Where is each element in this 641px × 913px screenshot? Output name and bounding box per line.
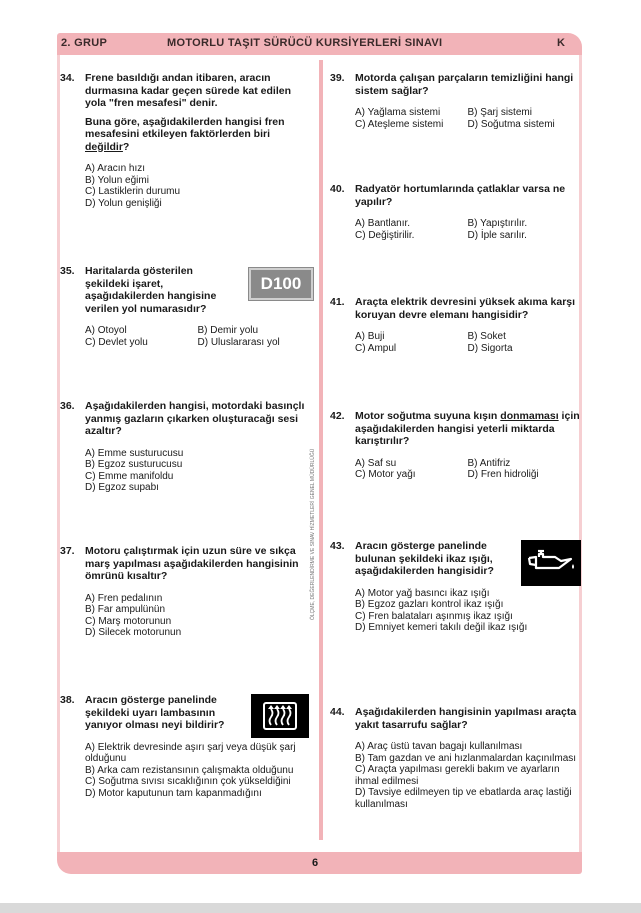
side-caption-text: ÖLÇME, DEĞERLENDİRME VE SINAV HİZMETLERİ GENEL MÜDÜRLÜĞÜ <box>310 448 316 620</box>
question-number: 36. <box>60 400 75 412</box>
question-stem: Aşağıdakilerden hangisi, motordaki basınçlı yanmış gazların çıkarken oluşturacağı sesi azaltır? <box>85 400 305 437</box>
option-d[interactable]: D) Soğutma sistemi <box>467 118 555 130</box>
question-stem: Haritalarda gösterilen şekildeki işaret, aşağıdakilerden hangisine verilen yol numarasıdır? <box>85 265 217 315</box>
option-a[interactable]: A) Buji <box>355 331 385 342</box>
option-a[interactable]: A) Emme susturucusu <box>85 447 184 459</box>
question-39 <box>330 72 580 130</box>
rear-defrost-icon <box>251 694 309 738</box>
option-d[interactable]: D) Emniyet kemeri takılı değil ikaz ışığı <box>355 622 528 633</box>
question-41 <box>330 296 580 354</box>
question-number: 35. <box>60 265 75 277</box>
question-stem: Radyatör hortumlarında çatlaklar varsa ne yapılır? <box>355 183 566 208</box>
option-d[interactable]: D) Egzoz supabı <box>85 482 159 493</box>
option-b[interactable]: B) Demir yolu <box>197 325 259 336</box>
question-37 <box>60 545 315 639</box>
question-number: 40. <box>330 183 345 195</box>
question-number: 44. <box>330 706 345 718</box>
question-40 <box>330 183 580 241</box>
option-d[interactable]: D) Silecek motorunun <box>85 627 182 638</box>
option-b[interactable]: B) Egzoz gazları kontrol ikaz ışığı <box>355 599 504 610</box>
option-c[interactable]: C) Araçta yapılması gerekli bakım ve ayarların ihmal edilmesi <box>355 764 560 787</box>
option-a[interactable]: A) Aracın hızı <box>85 163 146 174</box>
option-c[interactable]: C) Ampul <box>355 342 397 354</box>
question-number: 37. <box>60 545 75 557</box>
option-a[interactable]: A) Fren pedalının <box>85 592 163 604</box>
option-b[interactable]: B) Arka cam rezistansının çalışmakta olduğunu <box>85 764 294 776</box>
option-a[interactable]: A) Elektrik devresinde aşırı şarj veya düşük şarj olduğunu <box>85 741 296 764</box>
question-number: 38. <box>60 694 75 706</box>
option-b[interactable]: B) Antifriz <box>467 457 511 469</box>
option-a[interactable]: A) Bantlanır. <box>355 218 411 229</box>
group-label: 2. GRUP <box>61 37 108 49</box>
option-d[interactable]: D) Uluslararası yol <box>197 336 280 348</box>
option-c[interactable]: C) Motor yağı <box>355 469 416 480</box>
option-d[interactable]: D) Sigorta <box>467 342 513 354</box>
option-b[interactable]: B) Tam gazdan ve ani hızlanmalardan kaçınılması <box>355 752 577 764</box>
option-b[interactable]: B) Yolun eğimi <box>85 174 149 186</box>
option-a[interactable]: A) Otoyol <box>85 325 127 336</box>
option-c[interactable]: C) Marş motorunun <box>85 615 172 627</box>
question-number: 39. <box>330 72 345 84</box>
question-44 <box>330 706 580 810</box>
option-c[interactable]: C) Devlet yolu <box>85 336 148 348</box>
question-prompt: Buna göre, aşağıdakilerden hangisi fren mesafesini etkileyen faktörlerden biri değildir? <box>85 115 285 153</box>
question-42 <box>330 410 580 481</box>
question-stem: Aracın gösterge panelinde şekildeki uyarı lambasının yanıyor olması neyi bildirir? <box>85 694 225 731</box>
option-d[interactable]: D) Yolun genişliği <box>85 197 162 209</box>
question-34 <box>60 72 310 209</box>
option-b[interactable]: B) Yapıştırılır. <box>467 218 528 229</box>
road-number-sign: D100 <box>249 268 313 300</box>
question-stem: Motoru çalıştırmak için uzun süre ve sıkça marş yapılması aşağıdakilerden hangisinin ömrünü kısaltır? <box>85 545 299 582</box>
question-36 <box>60 400 315 494</box>
option-b[interactable]: B) Soket <box>467 331 506 342</box>
question-stem: Motorda çalışan parçaların temizliğini hangi sistem sağlar? <box>355 72 574 97</box>
option-b[interactable]: B) Egzoz susturucusu <box>85 459 183 470</box>
question-stem: Aracın gösterge panelinde bulunan şekildeki ikaz ışığı, aşağıdakilerden hangisidir? <box>355 540 494 577</box>
oil-can-icon <box>521 540 581 586</box>
option-a[interactable]: A) Motor yağ basıncı ikaz ışığı <box>355 587 490 599</box>
option-d[interactable]: D) Fren hidroliği <box>467 469 539 480</box>
option-c[interactable]: C) Soğutma sıvısı sıcaklığının çok yükseldiğini <box>85 776 291 787</box>
footer-banner <box>57 852 582 874</box>
question-stem: Frene basıldığı andan itibaren, aracın durmasına kadar geçen sürede kat edilen yola "fren mesafesi" denir. <box>85 72 292 109</box>
option-a[interactable]: A) Araç üstü tavan bagajı kullanılması <box>355 741 523 752</box>
question-stem: Aşağıdakilerden hangisinin yapılması araçta yakıt tasarrufu sağlar? <box>355 706 577 731</box>
option-d[interactable]: D) Motor kaputunun tam kapanmadığını <box>85 787 262 799</box>
question-number: 42. <box>330 410 345 422</box>
question-number: 43. <box>330 540 345 552</box>
option-a[interactable]: A) Saf su <box>355 457 397 469</box>
option-c[interactable]: C) Ateşleme sistemi <box>355 118 444 130</box>
option-d[interactable]: D) İple sarılır. <box>467 229 527 241</box>
option-c[interactable]: C) Emme manifoldu <box>85 470 174 482</box>
option-c[interactable]: C) Değiştirilir. <box>355 229 415 241</box>
option-b[interactable]: B) Şarj sistemi <box>467 107 532 118</box>
option-d[interactable]: D) Tavsiye edilmeyen tip ve ebatlarda araç lastiği kullanılması <box>355 787 572 810</box>
option-b[interactable]: B) Far ampulünün <box>85 604 166 615</box>
booklet-letter: K <box>557 37 566 49</box>
option-c[interactable]: C) Lastiklerin durumu <box>85 186 181 197</box>
option-a[interactable]: A) Yağlama sistemi <box>355 107 441 118</box>
option-c[interactable]: C) Fren balataları aşınmış ikaz ışığı <box>355 610 513 622</box>
viewer-bottom-bar <box>0 903 641 913</box>
question-stem: Araçta elektrik devresini yüksek akıma karşı koruyan devre elemanı hangisidir? <box>355 296 576 321</box>
question-number: 34. <box>60 72 75 84</box>
exam-title: MOTORLU TAŞIT SÜRÜCÜ KURSİYERLERİ SINAVI <box>167 37 443 49</box>
header-banner <box>57 33 582 55</box>
page-number: 6 <box>312 857 319 869</box>
question-number: 41. <box>330 296 345 308</box>
question-stem: Motor soğutma suyuna kışın donmaması için aşağıdakilerden hangisi yeterli miktarda karıştırılır? <box>355 410 580 447</box>
